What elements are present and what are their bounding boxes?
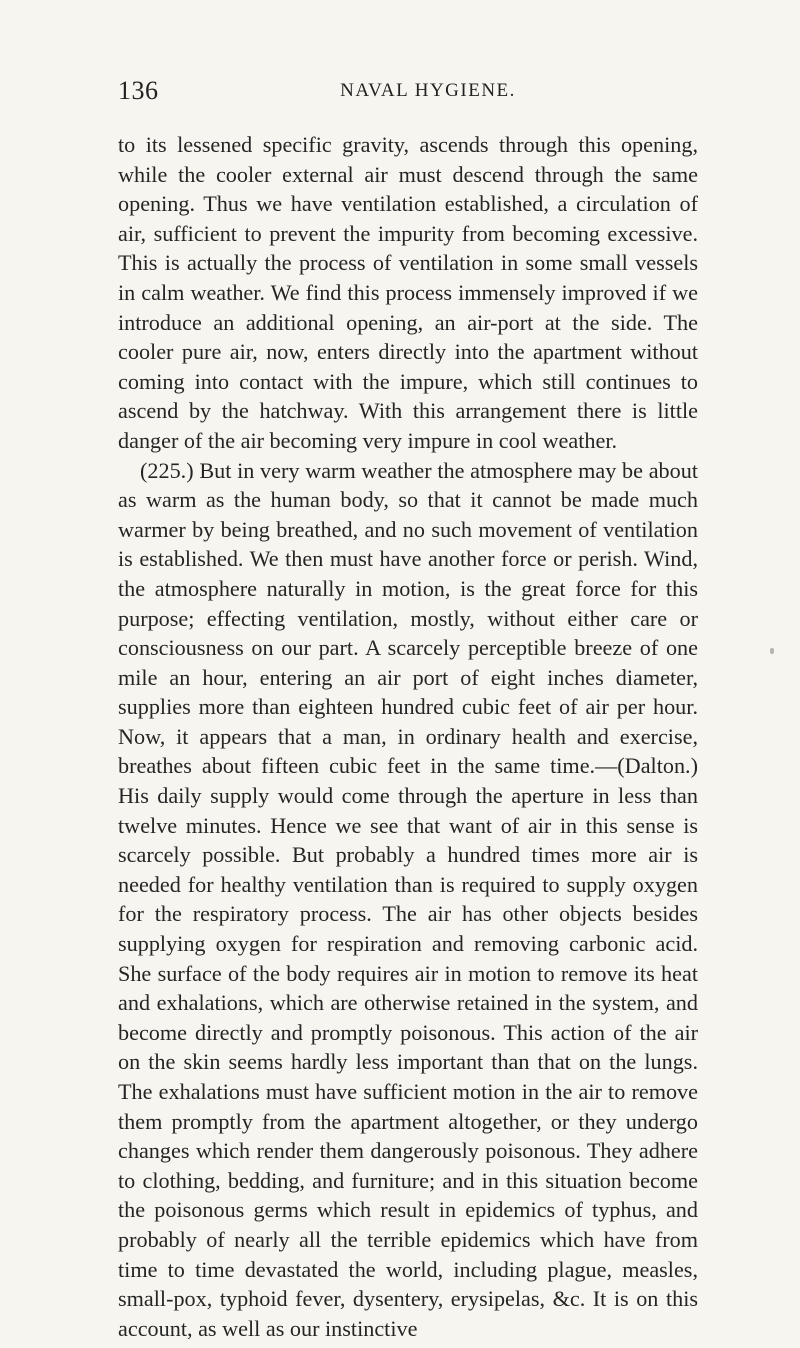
margin-mark [770, 648, 774, 654]
running-head: NAVAL HYGIENE. [340, 80, 516, 101]
page-header [118, 76, 698, 112]
paragraph-225: (225.) But in very warm weather the atmosphere may be about as warm as the human body, so that it cannot be made much warmer by being breathed, and no such movement of ventilation is established. We then must have another force or perish. Wind, the atmosphere naturally in motion, is the great force for this purpose; effecting ventilation, mostly, without either care or consciousness on our part. A scarcely perceptible breeze of one mile an hour, entering an air port of eight inches diameter, supplies more than eighteen hundred cubic feet of air per hour. Now, it appears that a man, in ordinary health and exercise, breathes about fifteen cubic feet in the same time.—(Dalton.) His daily supply would come through the aperture in less than twelve minutes. Hence we see that want of air in this sense is scarcely possible. But probably a hundred times more air is needed for healthy ventilation than is required to supply oxygen for the respiratory process. The air has other objects besides supplying oxygen for respiration and removing carbonic acid. She surface of the body requires air in motion to remove its heat and exhalations, which are otherwise retained in the system, and become directly and promptly poisonous. This action of the air on the skin seems hardly less important than that on the lungs. The exhalations must have sufficient motion in the air to remove them promptly from the apartment altogether, or they undergo changes which render them dangerously poisonous. They adhere to clothing, bedding, and furniture; and in this situation become the poisonous germs which result in epidemics of typhus, and probably of nearly all the terrible epidemics which have from time to time devastated the world, including plague, measles, small-pox, typhoid fever, dysentery, erysipelas, &c. It is on this account, as well as our instinctive [118, 457, 698, 1341]
body-text [118, 130, 698, 1343]
paragraph-continuation: to its lessened specific gravity, ascends through this opening, while the cooler external air must descend through the same opening. Thus we have ventilation established, a circulation of air, sufficient to prevent the impurity from becoming excessive. This is actually the process of ventilation in some small vessels in calm weather. We find this process immensely improved if we introduce an additional opening, an air-port at the side. The cooler pure air, now, enters directly into the apartment without coming into contact with the impure, which still continues to ascend by the hatchway. With this arrangement there is little danger of the air becoming very impure in cool weather. [118, 132, 698, 453]
page-number: 136 [118, 76, 159, 105]
